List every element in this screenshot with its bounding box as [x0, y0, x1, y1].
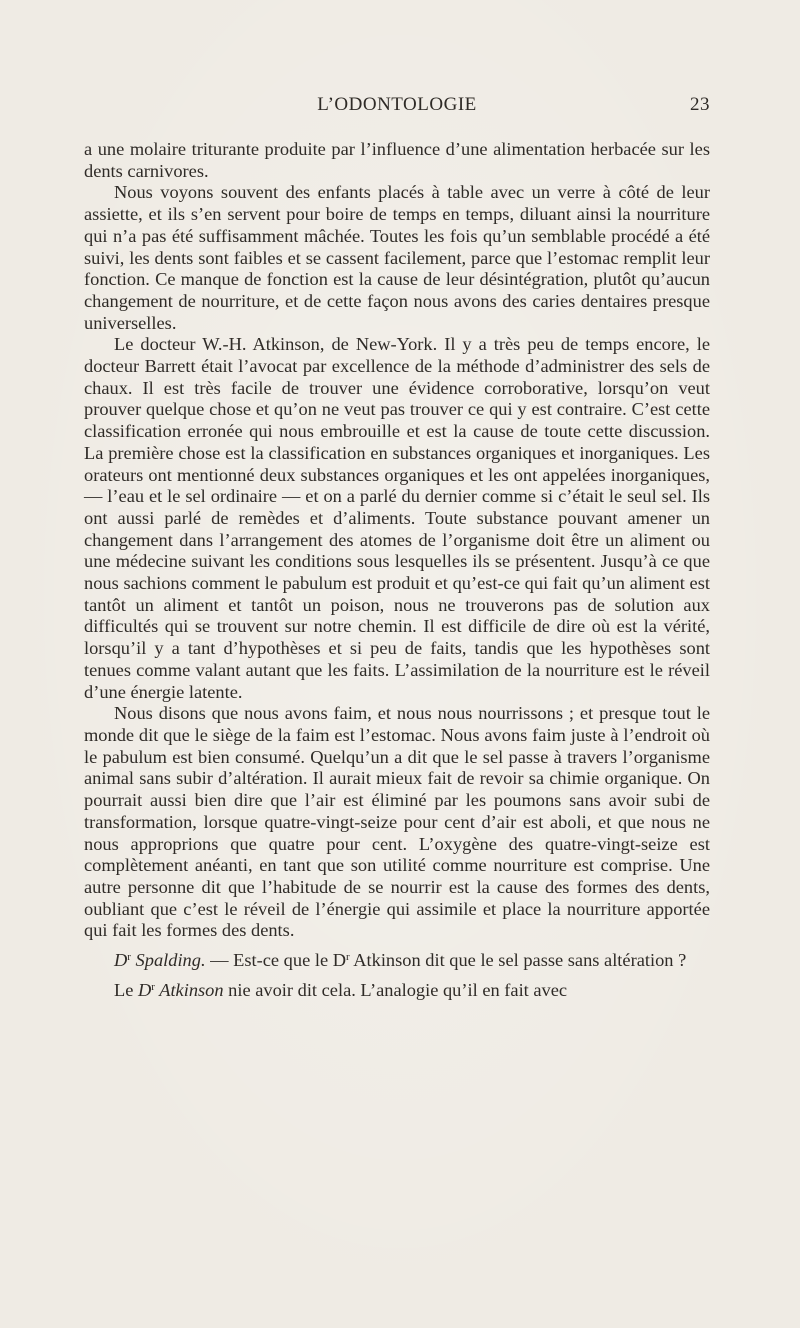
speaker-title-superscript: r — [151, 980, 155, 993]
dialogue-atkinson — [84, 977, 710, 1002]
speaker-spalding — [114, 950, 206, 970]
speaker-atkinson — [138, 980, 224, 1000]
speaker-name: Atkinson — [154, 979, 224, 1000]
paragraph-hunger: Nous disons que nous avons faim, et nous nous nourrissons ; et presque tout le monde dit que le siège de la faim est l’estomac. Nous avons faim juste à l’endroit où le pabulum est bien consumé. Quelqu’un a dit que le sel passe à travers l’organisme animal sans subir d’altération. Il aurait mieux fait de revoir sa chimie organique. On pourrait aussi bien dire que l’air est éliminé par les poumons sans avoir subi de transformation, lorsque quatre-vingt-seize pour cent d’air est aboli, et que nous ne nous approprions que quatre pour cent. L’oxygène des quatre-vingt-seize est complètement anéanti, en tant que son utilité comme nourriture est comprise. Une autre personne dit que l’habitude de se nourrir est la cause des formes des dents, oubliant que c’est le réveil de l’énergie qui assimile et place la nourriture apportée qui fait les formes des dents. — [84, 703, 710, 941]
speaker-title: D — [114, 950, 128, 971]
dialogue-text: nie avoir dit cela. L’analogie qu’il en fait avec — [223, 979, 568, 1000]
running-header — [84, 94, 710, 118]
speaker-title: D — [138, 979, 152, 1000]
paragraph-atkinson-remarks: Le docteur W.-H. Atkinson, de New-York. Il y a très peu de temps encore, le docteur Barrett était l’avocat par excellence de la méthode d’administrer des sels de chaux. Il est très facile de trouver une évidence corroborative, lorsqu’on veut prouver quelque chose et qu’on ne veut pas trouver ce qui y est contraire. C’est cette classification erronée qui nous embrouille et est la cause de toute cette discussion. La première chose est la classification en substances organiques et inorganiques. Les orateurs ont mentionné deux substances organiques et les ont appelées inorganiques, — l’eau et le sel ordinaire — et on a parlé du dernier comme si c’était le seul sel. Ils ont aussi parlé de remèdes et d’aliments. Toute substance pouvant amener un changement dans l’arrangement des atomes de l’organisme doit être un aliment ou une médecine suivant les conditions sous lesquelles ils se présentent. Jusqu’à ce que nous sachions comment le pabulum est produit et qu’est-ce qui fait qu’un aliment est tantôt un aliment et tantôt un poison, nous ne trouverons pas de solution aux difficultés qui se trouvent sur notre chemin. Il est difficile de dire où est la vérité, lorsqu’il y a tant d’hypothèses et si peu de faits, tandis que les hypothèses sont tenues comme valant autant que les faits. L’assimilation de la nourriture est le réveil d’une énergie latente. — [84, 334, 710, 702]
paragraph-continuation: a une molaire triturante produite par l’influence d’une alimentation herbacée sur les dents carnivores. — [84, 139, 710, 181]
body-text — [84, 139, 710, 1001]
dialogue-lead: Le — [114, 979, 138, 1000]
dialogue-text: — Est-ce que le D — [205, 950, 346, 971]
dialogue-text-end: Atkinson dit que le sel passe sans altération ? — [349, 950, 687, 971]
title-superscript: r — [345, 951, 350, 964]
page-number: 23 — [690, 94, 710, 115]
journal-title: L’ODONTOLOGIE — [317, 94, 477, 115]
dialogue-spalding — [84, 947, 710, 972]
paragraph-children-drinking: Nous voyons souvent des enfants placés à table avec un verre à côté de leur assiette, et ils s’en servent pour boire de temps en temps, diluant ainsi la nourriture qui n’a pas été suffisamment mâchée. Toutes les fois qu’un semblable procédé a été suivi, les dents sont faibles et se cassent facilement, parce que l’estomac remplit leur fonction. Ce manque de fonction est la cause de leur désintégration, plutôt qu’aucun changement de nourriture, et de cette façon nous avons des caries dentaires presque universelles. — [84, 182, 710, 333]
speaker-title-superscript: r — [127, 951, 131, 964]
speaker-name: Spalding. — [130, 950, 206, 971]
